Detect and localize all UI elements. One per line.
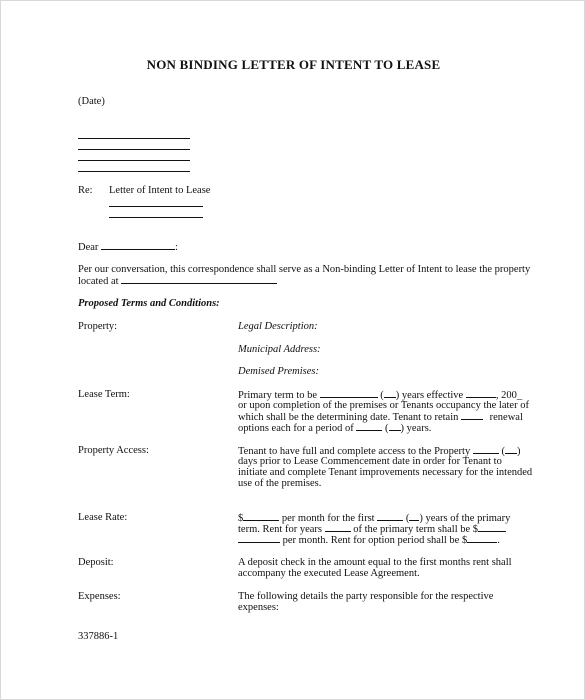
rate-years-blank [377,511,403,521]
rate-primary-text: ) years of the primary [419,513,511,524]
option-years-blank [389,421,401,431]
intro-line-2 [78,274,277,288]
access-line-2: days prior to Lease Commencement date in order for Tenant to [238,456,502,467]
access-paren-open: ( [501,446,505,457]
demised-premises: Demised Premises: [238,366,319,377]
rate-text: per month for the first [281,513,375,524]
property-label: Property: [78,321,118,332]
lease-term-line-4 [238,421,431,435]
terms-heading: Proposed Terms and Conditions: [78,298,220,309]
rate-years-num-blank [409,511,419,521]
access-days-blank [473,444,499,454]
deposit-line-2: accompany the executed Lease Agreement. [238,568,420,579]
legal-description: Legal Description: [238,321,318,332]
date-placeholder: (Date) [78,96,105,107]
rate-amount-blank [243,511,279,521]
rent-month-blank [238,533,280,543]
lease-term-years-text: ) years effective [395,390,464,401]
lease-term-years-blank [384,388,396,398]
re-line-1 [109,206,203,207]
effective-date-blank [466,388,496,398]
expenses-label: Expenses: [78,591,121,602]
address-line-2 [78,149,190,150]
expenses-line-2: expenses: [238,602,279,613]
rate-line-3 [238,533,500,547]
option-rent-text: per month. Rent for option period shall be $ [282,535,468,546]
access-line-4: use of the premises. [238,478,322,489]
access-line-3: initiate and complete Tenant improvements necessary for the intended [238,467,533,478]
rent-primary-blank [478,522,506,532]
option-rent-period: . [497,535,500,546]
deposit-line-1: A deposit check in the amount equal to the first months rent shall [238,557,512,568]
rate-dollar: $ [238,513,244,524]
lease-rate-label: Lease Rate: [78,512,128,523]
expenses-line-1: The following details the party responsible for the respective [238,591,494,602]
intro-line-1: Per our conversation, this correspondence shall serve as a Non-binding Letter of Intent to lease the property [78,264,531,275]
municipal-address: Municipal Address: [238,344,321,355]
property-address-blank [121,274,277,284]
option-rent-blank [467,533,497,543]
option-period-text: options each for a period of [238,423,354,434]
lease-term-year: , 200 [495,390,517,401]
re-label: Re: [78,185,93,196]
access-paren-close: ) [516,446,521,457]
rent-years-blank [325,522,351,532]
lease-term-text: Primary term to be [238,390,318,401]
rent-primary-text: of the primary term shall be $ [353,524,479,535]
renewal-word: renewal [489,412,523,423]
lease-term-label: Lease Term: [78,389,130,400]
option-years-text: ) years. [400,423,432,434]
rent-years-text: term. Rent for years [238,524,322,535]
salutation-colon: : [175,242,178,253]
lease-term-year-suffix: _ [516,390,523,401]
salutation-blank [101,240,175,250]
option-period-blank [356,421,382,431]
re-subject: Letter of Intent to Lease [109,185,211,196]
footer-doc-id: 337886-1 [78,631,119,642]
lease-term-line-2: or upon completion of the premises or Tenants occupancy the later of [238,400,529,411]
option-paren-open: ( [385,423,389,434]
document-title: NON BINDING LETTER OF INTENT TO LEASE [146,57,441,72]
renewal-text: which shall be the determining date. Tenant to retain [238,412,459,423]
dear-text: Dear [78,242,99,253]
lease-term-blank [320,388,378,398]
intro-located-at: located at [78,276,119,287]
address-line-1 [78,138,190,139]
access-text: Tenant to have full and complete access to the Property [238,446,471,457]
renewal-count-blank [461,410,483,420]
deposit-label: Deposit: [78,557,114,568]
re-line-2 [109,217,203,218]
address-line-4 [78,171,190,172]
property-access-label: Property Access: [78,445,149,456]
address-line-3 [78,160,190,161]
lease-term-paren-open: ( [380,390,384,401]
salutation [78,240,178,254]
access-days-num-blank [505,444,517,454]
rate-paren-open: ( [405,513,410,524]
